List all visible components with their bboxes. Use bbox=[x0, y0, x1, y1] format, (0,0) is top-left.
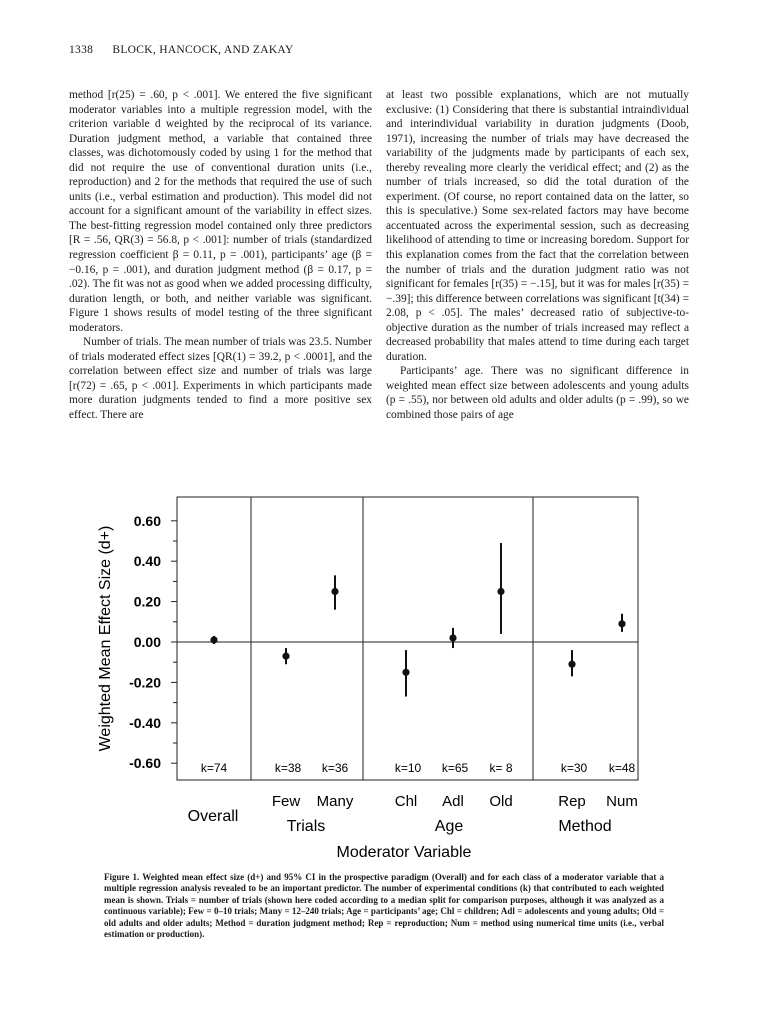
class-label: Many bbox=[316, 793, 354, 810]
y-tick-label: -0.40 bbox=[129, 714, 161, 731]
right-text-column bbox=[386, 88, 689, 423]
mean-point bbox=[568, 661, 575, 668]
k-label: k=48 bbox=[608, 761, 636, 775]
mean-point bbox=[331, 588, 338, 595]
paragraph: at least two possible explanations, which are not mutually exclusive: (1) Considering that there is substantial intraindividual and interindividual variability in duration judgments (Doob, 1971), increasing the number of trials may have decreased the variability of the judgments made by participants of each sex, thereby revealing more clearly the veridical effect; and (2) as the number of trials increased, so did the total duration of the experiment. (Of course, no report contained data on the latter, so this is speculative.) Some sex-related factors may have become accentuated across the experimental session, such as decreasing likelihood of attending to time or increasing boredom. Support for this explanation comes from the fact that the correlation between the number of trials and the duration judgment ratio was not significant for females [r(35) = −.15], but it was for males [r(35) = −.39]; this difference between correlations was significant [t(34) = 2.08, p < .05]. The males’ decreased ratio of subjective-to-objective duration as the number of trials increased may reflect a decreased probability that males attend to time during each target duration. bbox=[386, 89, 689, 363]
class-label: Adl bbox=[442, 793, 464, 810]
mean-point bbox=[449, 634, 456, 641]
y-tick-label: -0.20 bbox=[129, 674, 161, 691]
y-tick-label: 0.40 bbox=[133, 553, 161, 570]
paragraph: Number of trials. The mean number of trials was 23.5. Number of trials moderated effect sizes [QR(1) = 39.2, p < .0001], and the correlation between effect size and number of trials was large [r(72) = .65, p < .001]. Experiments in which participants made more duration judgments tended to find a more positive sex effect. There are bbox=[69, 336, 372, 422]
group-label: Overall bbox=[187, 808, 239, 825]
paragraph: method [r(25) = .60, p < .001]. We entered the five significant moderator variables into a multiple regression model, with the criterion variable d weighted by the reciprocal of its variance. Duration judgment method, a variable that contained three classes, was dichotomously coded by using 1 for the method that did not require the use of conventional duration units (i.e., reproduction) and 2 for the methods that required the use of such units (i.e., verbal estimation and production). This model did not account for a significant amount of the variability in effect sizes. The best-fitting regression model contained only three predictors [R = .56, QR(3) = 56.8, p < .001]: number of trials (standardized regression coefficient β = 0.11, p = .001), participants’ age (β = −0.16, p = .001), and duration judgment method (β = 0.17, p = .02). The fit was not as good when we added processing difficulty, duration length, or both, and neither variable was significant. Figure 1 shows results of model testing of the three significant moderators. bbox=[69, 89, 372, 334]
class-label: Chl bbox=[394, 793, 418, 810]
class-label: Few bbox=[271, 793, 301, 810]
class-label: Rep bbox=[558, 793, 586, 810]
y-tick-label: 0.00 bbox=[133, 634, 161, 650]
mean-point bbox=[618, 620, 625, 627]
page-number: 1338 bbox=[69, 44, 94, 56]
class-label: Num bbox=[606, 793, 638, 810]
k-label: k=10 bbox=[394, 761, 422, 775]
y-axis-label: Weighted Mean Effect Size (d+) bbox=[97, 525, 114, 752]
k-label: k=30 bbox=[560, 761, 588, 775]
mean-point bbox=[210, 636, 217, 643]
k-label: k=36 bbox=[321, 761, 349, 775]
k-label: k= 8 bbox=[489, 761, 513, 775]
y-tick-label: 0.20 bbox=[133, 593, 161, 610]
k-label: k=65 bbox=[441, 761, 469, 775]
running-header bbox=[69, 44, 700, 56]
figure-caption: Figure 1. Weighted mean effect size (d+) and 95% CI in the prospective paradigm (Overall) and for each class of a moderator variable that a multiple regression analysis revealed to be an important predictor. The number of experimental conditions (k) that contributed to each weighted mean is shown. Trials = number of trials (shown here coded according to a median split for comparison purposes, although it was analyzed as a continuous variable); Few = 0–10 trials; Many = 12–240 trials; Age = participants’ age; Chl = children; Adl = adolescents and young adults; Old = old adults and older adults; Method = duration judgment method; Rep = reproduction; Num = method using numerical time units (i.e., verbal estimation or production). bbox=[104, 872, 664, 940]
y-tick-label: -0.60 bbox=[129, 755, 161, 772]
class-label: Old bbox=[489, 793, 513, 810]
mean-point bbox=[282, 653, 289, 660]
plot-frame bbox=[177, 497, 638, 780]
x-axis-label: Moderator Variable bbox=[336, 844, 472, 861]
running-title: BLOCK, HANCOCK, AND ZAKAY bbox=[112, 44, 294, 56]
left-text-column bbox=[69, 88, 372, 423]
mean-point bbox=[402, 669, 409, 676]
group-label: Age bbox=[434, 818, 464, 835]
k-label: k=38 bbox=[274, 761, 302, 775]
mean-point bbox=[497, 588, 504, 595]
effect-size-plot bbox=[90, 492, 650, 864]
y-tick-label: 0.60 bbox=[133, 512, 161, 529]
paragraph: Participants’ age. There was no significant difference in weighted mean effect size between adolescents and young adults (p = .55), nor between old adults and older adults (p = .99), so we combined those pairs of age bbox=[386, 365, 689, 422]
group-label: Method bbox=[558, 818, 612, 835]
group-label: Trials bbox=[286, 818, 326, 835]
figure-1-chart bbox=[90, 492, 650, 869]
k-label: k=74 bbox=[200, 761, 228, 775]
